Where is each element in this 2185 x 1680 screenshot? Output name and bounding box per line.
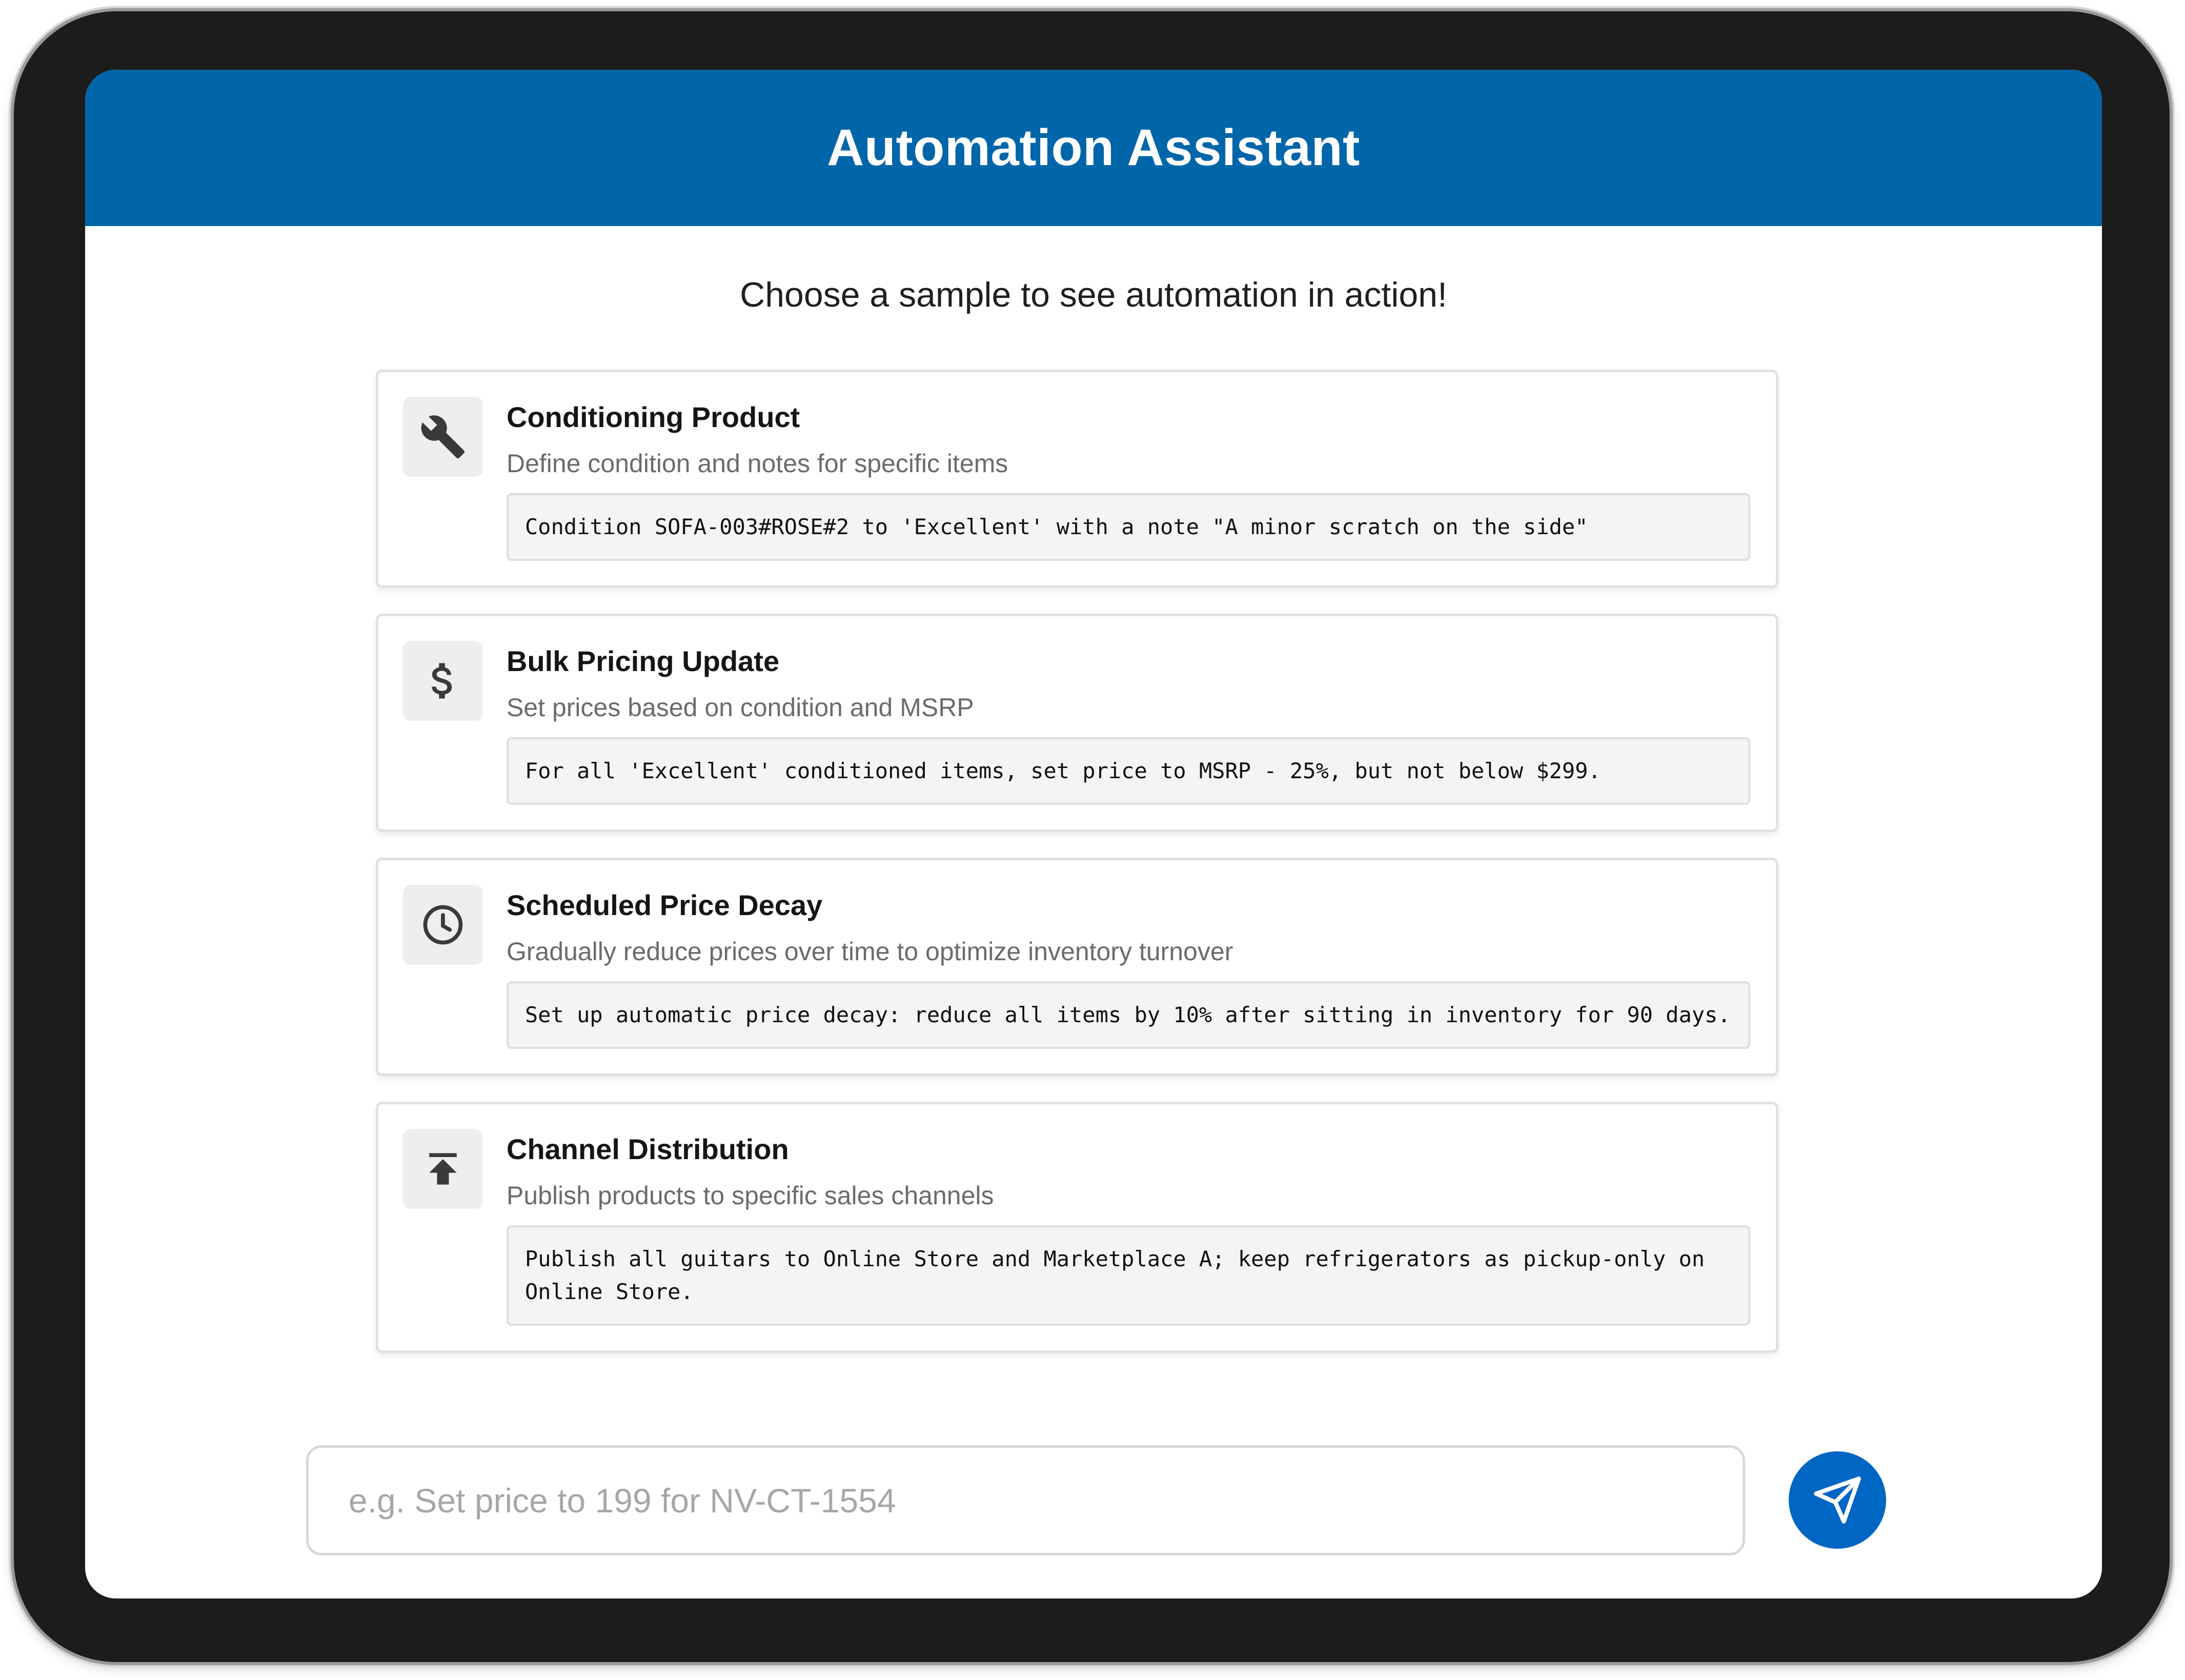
clock-icon [403, 885, 483, 965]
sample-title: Conditioning Product [507, 401, 800, 433]
sample-example: For all 'Excellent' conditioned items, set price to MSRP - 25%, but not below $299. [507, 737, 1750, 805]
tablet-frame [14, 11, 2170, 1662]
dollar-icon [403, 641, 483, 721]
sample-card-bulk-pricing[interactable] [376, 614, 1778, 832]
sample-title: Scheduled Price Decay [507, 889, 823, 921]
sample-card-conditioning[interactable] [376, 370, 1778, 588]
sample-example: Publish all guitars to Online Store and Marketplace A; keep refrigerators as pickup-only on Online Store. [507, 1225, 1750, 1326]
wrench-icon [403, 397, 483, 477]
sample-title: Channel Distribution [507, 1133, 789, 1165]
sample-description: Define condition and notes for specific items [507, 449, 1008, 478]
sample-title: Bulk Pricing Update [507, 645, 780, 677]
sample-card-channel-distribution[interactable] [376, 1102, 1778, 1353]
sample-list [376, 370, 1778, 1379]
publish-icon [403, 1129, 483, 1209]
sample-description: Set prices based on condition and MSRP [507, 693, 974, 722]
message-input[interactable] [306, 1445, 1745, 1555]
intro-text: Choose a sample to see automation in action! [740, 275, 1447, 314]
app-header [85, 70, 2102, 226]
sample-example: Condition SOFA-003#ROSE#2 to 'Excellent' with a note "A minor scratch on the side" [507, 493, 1750, 561]
sample-description: Publish products to specific sales channels [507, 1181, 994, 1210]
composer [306, 1445, 1881, 1555]
sample-example: Set up automatic price decay: reduce all items by 10% after sitting in inventory for 90 days. [507, 981, 1750, 1049]
sample-card-price-decay[interactable] [376, 858, 1778, 1076]
send-button[interactable] [1789, 1451, 1886, 1549]
app-screen [85, 70, 2102, 1598]
sample-description: Gradually reduce prices over time to optimize inventory turnover [507, 937, 1233, 966]
page-title: Automation Assistant [827, 119, 1360, 176]
send-icon [1812, 1474, 1863, 1526]
